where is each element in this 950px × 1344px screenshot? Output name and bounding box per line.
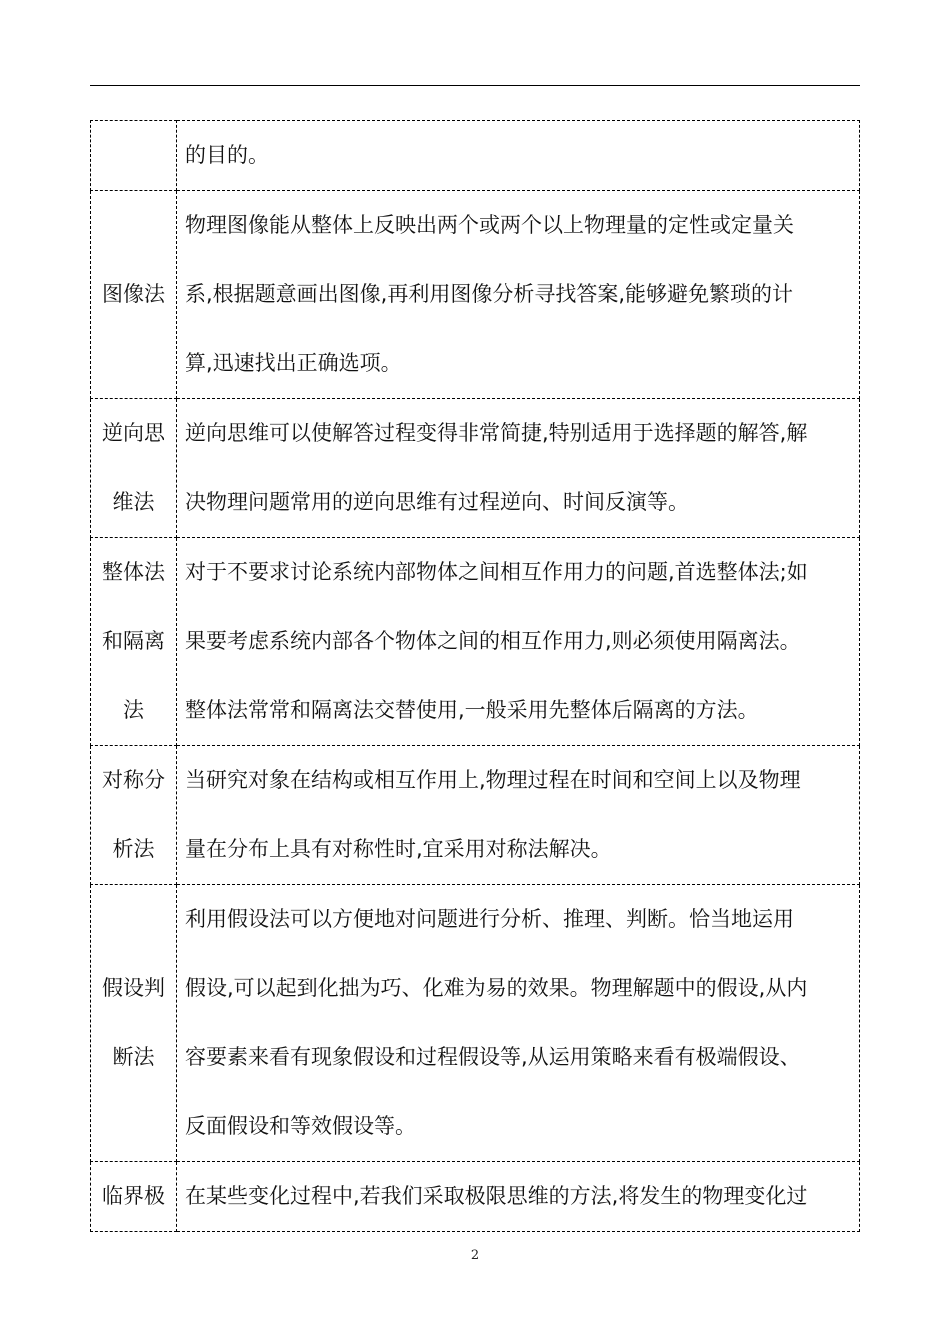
method-name-line: 逆向思	[102, 421, 165, 445]
page-number: 2	[470, 1248, 480, 1263]
method-name-line: 整体法	[102, 560, 165, 584]
method-description-cell	[177, 399, 860, 538]
table-row	[91, 1162, 860, 1232]
table-row	[91, 885, 860, 1162]
header-rule	[90, 85, 860, 86]
description-line: 决物理问题常用的逆向思维有过程逆向、时间反演等。	[185, 490, 689, 514]
method-name-cell	[91, 746, 177, 885]
table-row	[91, 538, 860, 746]
method-name-cell	[91, 1162, 177, 1232]
method-name-line: 析法	[112, 837, 155, 861]
methods-table	[90, 120, 860, 1232]
description-line: 假设,可以起到化拙为巧、化难为易的效果。物理解题中的假设,从内	[185, 976, 808, 1000]
table-row	[91, 191, 860, 399]
method-name-line: 断法	[112, 1045, 155, 1069]
method-name-cell	[91, 399, 177, 538]
method-name-cell	[91, 121, 177, 191]
method-description-cell	[177, 538, 860, 746]
method-name-line: 假设判	[102, 976, 165, 1000]
description-line: 利用假设法可以方便地对问题进行分析、推理、判断。恰当地运用	[185, 907, 794, 931]
table-row	[91, 746, 860, 885]
method-name-line: 维法	[112, 490, 155, 514]
description-line: 系,根据题意画出图像,再利用图像分析寻找答案,能够避免繁琐的计	[185, 282, 794, 306]
method-name-line: 法	[123, 698, 144, 722]
method-name-line: 临界极	[102, 1184, 165, 1208]
description-line: 量在分布上具有对称性时,宜采用对称法解决。	[185, 837, 612, 861]
method-name-line: 图像法	[102, 282, 165, 306]
description-line: 物理图像能从整体上反映出两个或两个以上物理量的定性或定量关	[185, 213, 794, 237]
method-name-line: 对称分	[102, 768, 165, 792]
method-description-cell	[177, 121, 860, 191]
description-line: 整体法常常和隔离法交替使用,一般采用先整体后隔离的方法。	[185, 698, 759, 722]
description-line: 在某些变化过程中,若我们采取极限思维的方法,将发生的物理变化过	[185, 1184, 808, 1208]
method-description-cell	[177, 746, 860, 885]
method-name-cell	[91, 885, 177, 1162]
description-line: 算,迅速找出正确选项。	[185, 351, 402, 375]
method-description-cell	[177, 191, 860, 399]
method-description-cell	[177, 885, 860, 1162]
method-name-line: 和隔离	[102, 629, 165, 653]
description-line: 的目的。	[185, 143, 269, 167]
description-line: 反面假设和等效假设等。	[185, 1114, 416, 1138]
table-row	[91, 399, 860, 538]
method-name-cell	[91, 538, 177, 746]
method-description-cell	[177, 1162, 860, 1232]
description-line: 当研究对象在结构或相互作用上,物理过程在时间和空间上以及物理	[185, 768, 801, 792]
method-name-cell	[91, 191, 177, 399]
description-line: 容要素来看有现象假设和过程假设等,从运用策略来看有极端假设、	[185, 1045, 801, 1069]
description-line: 逆向思维可以使解答过程变得非常简捷,特别适用于选择题的解答,解	[185, 421, 808, 445]
description-line: 果要考虑系统内部各个物体之间的相互作用力,则必须使用隔离法。	[185, 629, 801, 653]
table-row	[91, 121, 860, 191]
description-line: 对于不要求讨论系统内部物体之间相互作用力的问题,首选整体法;如	[185, 560, 808, 584]
